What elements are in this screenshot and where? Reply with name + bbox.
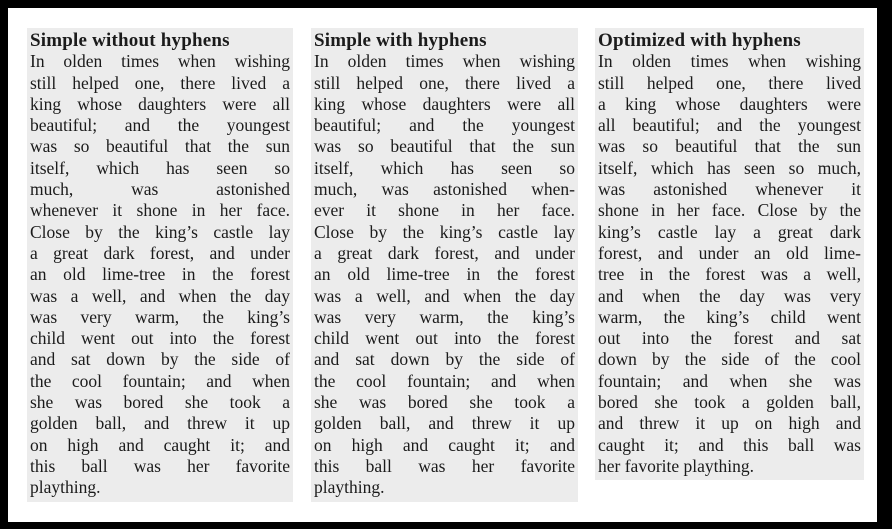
text-line: beautiful; and the youngest (30, 115, 290, 136)
text-line: on high and caught it; and (314, 434, 575, 455)
text-line: and sat down by the side of (30, 349, 290, 370)
document-page (8, 8, 877, 522)
text-line: warm, the king’s child went (598, 306, 861, 327)
text-line: shone in her face. Close by the (598, 200, 861, 221)
text-line: out into the forest and sat (598, 328, 861, 349)
text-line: this ball was her favorite (30, 455, 290, 476)
text-line: all beautiful; and the youngest (598, 115, 861, 136)
text-line: and sat down by the side of (314, 349, 575, 370)
text-line: beautiful; and the youngest (314, 115, 575, 136)
text-line: an old lime-tree in the forest (314, 264, 575, 285)
text-line: itself, which has seen so (30, 157, 290, 178)
text-line: a king whose daughters were (598, 93, 861, 114)
text-line: itself, which has seen so (314, 157, 575, 178)
text-line: was so beautiful that the sun (30, 136, 290, 157)
text-line: In olden times when wishing (314, 51, 575, 72)
column-simple-without-hyphens (27, 28, 293, 502)
column-title: Simple with hyphens (314, 30, 487, 51)
text-line: a great dark forest, and under (314, 242, 575, 263)
text-line: and threw it up on high and (598, 413, 861, 434)
text-line: still helped one, there lived a (314, 72, 575, 93)
text-line: caught it; and this ball was (598, 434, 861, 455)
text-line: In olden times when wishing (30, 51, 290, 72)
text-line: golden ball, and threw it up (30, 413, 290, 434)
text-line: and when the day was very (598, 285, 861, 306)
text-line: was astonished whenever it (598, 179, 861, 200)
column-simple-with-hyphens (311, 28, 578, 502)
text-line: the cool fountain; and when (30, 370, 290, 391)
text-line: much, was astonished (30, 179, 290, 200)
text-line: the cool fountain; and when (314, 370, 575, 391)
text-line: she was bored she took a (314, 392, 575, 413)
text-line: was very warm, the king’s (30, 306, 290, 327)
column-text (314, 51, 575, 498)
text-line: fountain; and when she was (598, 370, 861, 391)
text-line: ever it shone in her face. (314, 200, 575, 221)
column-optimized-with-hyphens (595, 28, 864, 480)
text-line: child went out into the forest (30, 328, 290, 349)
column-title: Optimized with hyphens (598, 30, 801, 51)
text-line: was a well, and when the day (30, 285, 290, 306)
text-line: plaything. (314, 477, 385, 498)
text-line: child went out into the forest (314, 328, 575, 349)
text-line: bored she took a golden ball, (598, 392, 861, 413)
text-line: was a well, and when the day (314, 285, 575, 306)
text-line: still helped one, there lived a (30, 72, 290, 93)
text-line: much, was astonished when- (314, 179, 575, 200)
text-line: king whose daughters were all (314, 93, 575, 114)
text-line: tree in the forest was a well, (598, 264, 861, 285)
column-text (30, 51, 290, 498)
text-line: was so beautiful that the sun (598, 136, 861, 157)
text-line: an old lime-tree in the forest (30, 264, 290, 285)
column-text (598, 51, 861, 477)
text-line: this ball was her favorite (314, 455, 575, 476)
text-line: whenever it shone in her face. (30, 200, 290, 221)
text-line: was very warm, the king’s (314, 306, 575, 327)
text-line: a great dark forest, and under (30, 242, 290, 263)
text-line: Close by the king’s castle lay (30, 221, 290, 242)
text-line: forest, and under an old lime- (598, 242, 861, 263)
text-line: her favorite plaything. (598, 455, 754, 476)
text-line: king’s castle lay a great dark (598, 221, 861, 242)
text-line: was so beautiful that the sun (314, 136, 575, 157)
text-line: on high and caught it; and (30, 434, 290, 455)
text-line: she was bored she took a (30, 392, 290, 413)
text-line: itself, which has seen so much, (598, 157, 861, 178)
text-line: still helped one, there lived (598, 72, 861, 93)
text-line: Close by the king’s castle lay (314, 221, 575, 242)
text-line: down by the side of the cool (598, 349, 861, 370)
column-title: Simple without hyphens (30, 30, 230, 51)
text-line: plaything. (30, 477, 101, 498)
text-line: king whose daughters were all (30, 93, 290, 114)
text-line: golden ball, and threw it up (314, 413, 575, 434)
text-line: In olden times when wishing (598, 51, 861, 72)
